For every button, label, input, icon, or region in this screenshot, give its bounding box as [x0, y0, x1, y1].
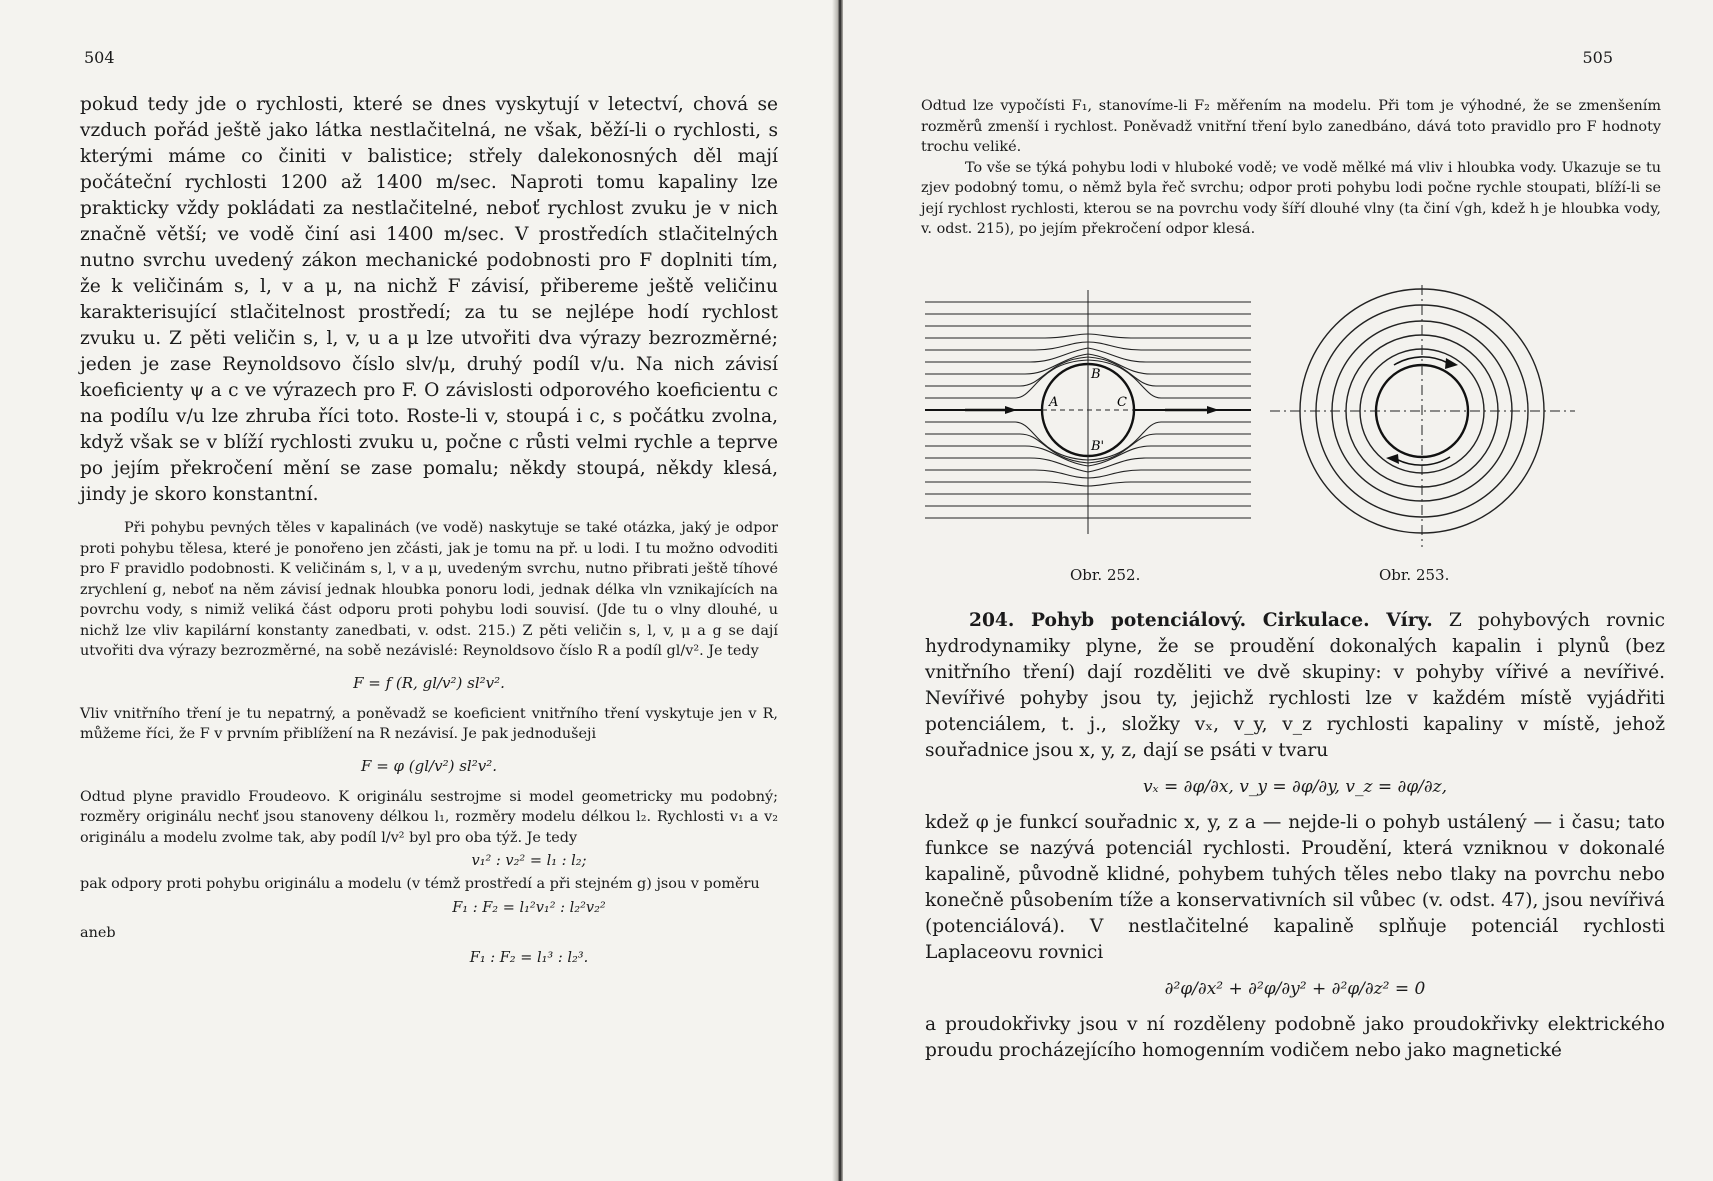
figure-252-streamlines — [925, 290, 1251, 534]
equation: F₁ : F₂ = l₁³ : l₂³. — [469, 949, 589, 966]
paragraph: To vše se týká pohybu lodi v hluboké vodě; ve vodě mělké má vliv i hloubka vody. Ukazuje se tu zjev podobný tomu, o němž byla řeč svrchu; odpor proti pohybu lodi počne rychle stoupati, blíží-li se její rychlost rychlosti, kterou se na povrchu vody šíří dlouhé vlny (ta činí √gh, kdež h je hloubka vody, v. odst. 215), po jejím překročení odpor klesá. — [921, 159, 1661, 237]
page-number: 504 — [84, 48, 115, 67]
point-label: B' — [1091, 439, 1105, 454]
figure-caption: Obr. 252. — [1070, 566, 1141, 584]
page-number: 505 — [1582, 48, 1613, 67]
equation: ∂²φ/∂x² + ∂²φ/∂y² + ∂²φ/∂z² = 0 — [1164, 979, 1426, 999]
paragraph: Vliv vnitřního tření je tu nepatrný, a poněvadž se koeficient vnitřního tření vyskytuje jen v R, můžeme říci, že F v prvním přiblížení na R nezávisí. Je pak jednodušeji — [80, 705, 778, 742]
left-page — [0, 0, 840, 1181]
paragraph: Odtud lze vypočísti F₁, stanovíme-li F₂ měřením na modelu. Při tom je výhodné, že se zmenšením rozměrů zmenší i rychlost. Poněvadž vnitřní tření bylo zanedbáno, dává toto pravidlo pro F hodnoty trochu veliké. — [921, 98, 1661, 155]
point-label: A — [1049, 395, 1059, 410]
paragraph: Odtud plyne pravidlo Froudeovo. K originálu sestrojme si model geometricky mu podobný; rozměry originálu nechť jsou stanoveny délkou l₁, rozměry modelu délkou l₂. Rychlosti v₁ a v₂ originálu a modelu zvolme tak, aby podíl l/v² byl pro oba týž. Je tedy — [80, 788, 778, 846]
equation: vₓ = ∂φ/∂x, v_y = ∂φ/∂y, v_z = ∂φ/∂z, — [1142, 777, 1448, 797]
paragraph-text: Z pohybových rovnic hydrodynamiky plyne, že se proudění dokonalých kapalin i plynů (bez vnitřního tření) dají rozděliti ve dvě skupiny: v pohyby vířivé a nevířivé. Nevířivé pohyby jsou ty, jejichž rychlosti lze v každém místě vyjádřiti potenciálem, t. j., složky vₓ, v_y, v_z rychlosti kapaliny v místě, jehož souřadnice jsou x, y, z, dají se psáti v tvaru — [925, 610, 1665, 761]
paragraph: pokud tedy jde o rychlosti, které se dnes vyskytují v letectví, chová se vzduch pořád ještě jako látka nestlačitelná, ne však, běží-li o rychlosti, s kterými máme co činiti v balistice; střely dalekonosných děl mají počáteční rychlosti 1200 až 1400 m/sec. Naproti tomu kapaliny lze prakticky vždy pokládati za nestlačitelné, neboť rychlost zvuku je v nich značně větší; ve vodě činí asi 1400 m/sec. V prostředích stlačitelných nutno svrchu uvedený zákon mechanické podobnosti pro F doplniti tím, že k veličinám s, l, v a μ, na nichž F závisí, přibereme ještě veličinu karakterisující stlačitelnost prostředí; za tu se nejlépe hodí rychlost zvuku u. Z pěti veličin s, l, v, u a μ lze utvořiti dva výrazy bezrozměrné; jeden je zase Reynoldsovo číslo slv/μ, druhý podíl v/u. Na nich závisí koeficienty ψ a c ve výrazech pro F. O závislosti odporového koeficientu c na podílu v/u lze zhruba říci toto. Roste-li v, stoupá i c, s počátku zvolna, když však se v blíží rychlosti zvuku u, počne c růsti velmi rychle a teprve po jejím překročení mění se zase pomalu; někdy stoupá, někdy klesá, jindy je skoro konstantní. — [80, 94, 778, 505]
right-page-top-text — [921, 96, 1661, 240]
right-page — [843, 0, 1713, 1181]
figure-253-circulation — [1270, 285, 1575, 547]
figures-area — [925, 290, 1705, 590]
paragraph: kdež φ je funkcí souřadnic x, y, z a — nejde-li o pohyb ustálený — i času; tato funkce se nazývá potenciál rychlosti. Proudění, která vzniknou v dokonalé kapalině, původně klidné, pohybem tuhých těles nebo tlaky na povrchu nebo konečně působením tíže a konservativních sil vůbec (v. odst. 47), jsou nevířivá (potenciálová). V nestlačitelné kapalině splňuje potenciál rychlosti Laplaceovu rovnici — [925, 812, 1665, 963]
paragraph: pak odpory proti pohybu originálu a modelu (v témž prostředí a při stejném g) jsou v poměru — [80, 876, 760, 892]
equation: F = φ (gl/v²) sl²v². — [361, 756, 497, 775]
right-page-bottom-text — [925, 608, 1665, 1064]
point-label: B — [1091, 367, 1101, 382]
paragraph: a proudokřivky jsou v ní rozděleny podobně jako proudokřivky elektrického proudu procházejícího homogenním vodičem nebo jako magnetické — [925, 1014, 1665, 1061]
section-paragraph — [925, 608, 1665, 764]
figure-caption: Obr. 253. — [1379, 566, 1450, 584]
arrow-icon — [1005, 406, 1017, 414]
section-heading: 204. Pohyb potenciálový. Cirkulace. Víry. — [969, 610, 1433, 631]
equation: F₁ : F₂ = l₁²v₁² : l₂²v₂² — [452, 899, 606, 916]
equation: F = f (R, gl/v²) sl²v². — [353, 673, 505, 692]
equation: v₁² : v₂² = l₁ : l₂; — [471, 853, 587, 869]
left-page-text — [80, 92, 778, 971]
paragraph: Při pohybu pevných těles v kapalinách (ve vodě) naskytuje se také otázka, jaký je odpor proti pohybu tělesa, které je ponořeno jen zčásti, jak je tomu na př. u lodi. I tu možno odvoditi pro F pravidlo podobnosti. K veličinám s, l, v a μ, uvedeným svrchu, nutno přibrati ještě tíhové zrychlení g, neboť na něm závisí jednak hloubka ponoru lodi, jednak délka vln vznikajících na povrchu vody, s nimiž veliká část odporu proti pohybu lodi souvisí. (Jde tu o vlny dlouhé, u nichž lze vliv kapilární konstanty zanedbati, v. odst. 215.) Z pěti veličin s, l, v, μ a g se dají utvořiti dva výrazy bezrozměrné, na sobě nezávislé: Reynoldsovo číslo R a podíl gl/v². Je tedy — [80, 520, 778, 659]
point-label: C — [1117, 395, 1127, 410]
arrow-icon — [1207, 406, 1219, 414]
connective-text: aneb — [80, 924, 116, 941]
